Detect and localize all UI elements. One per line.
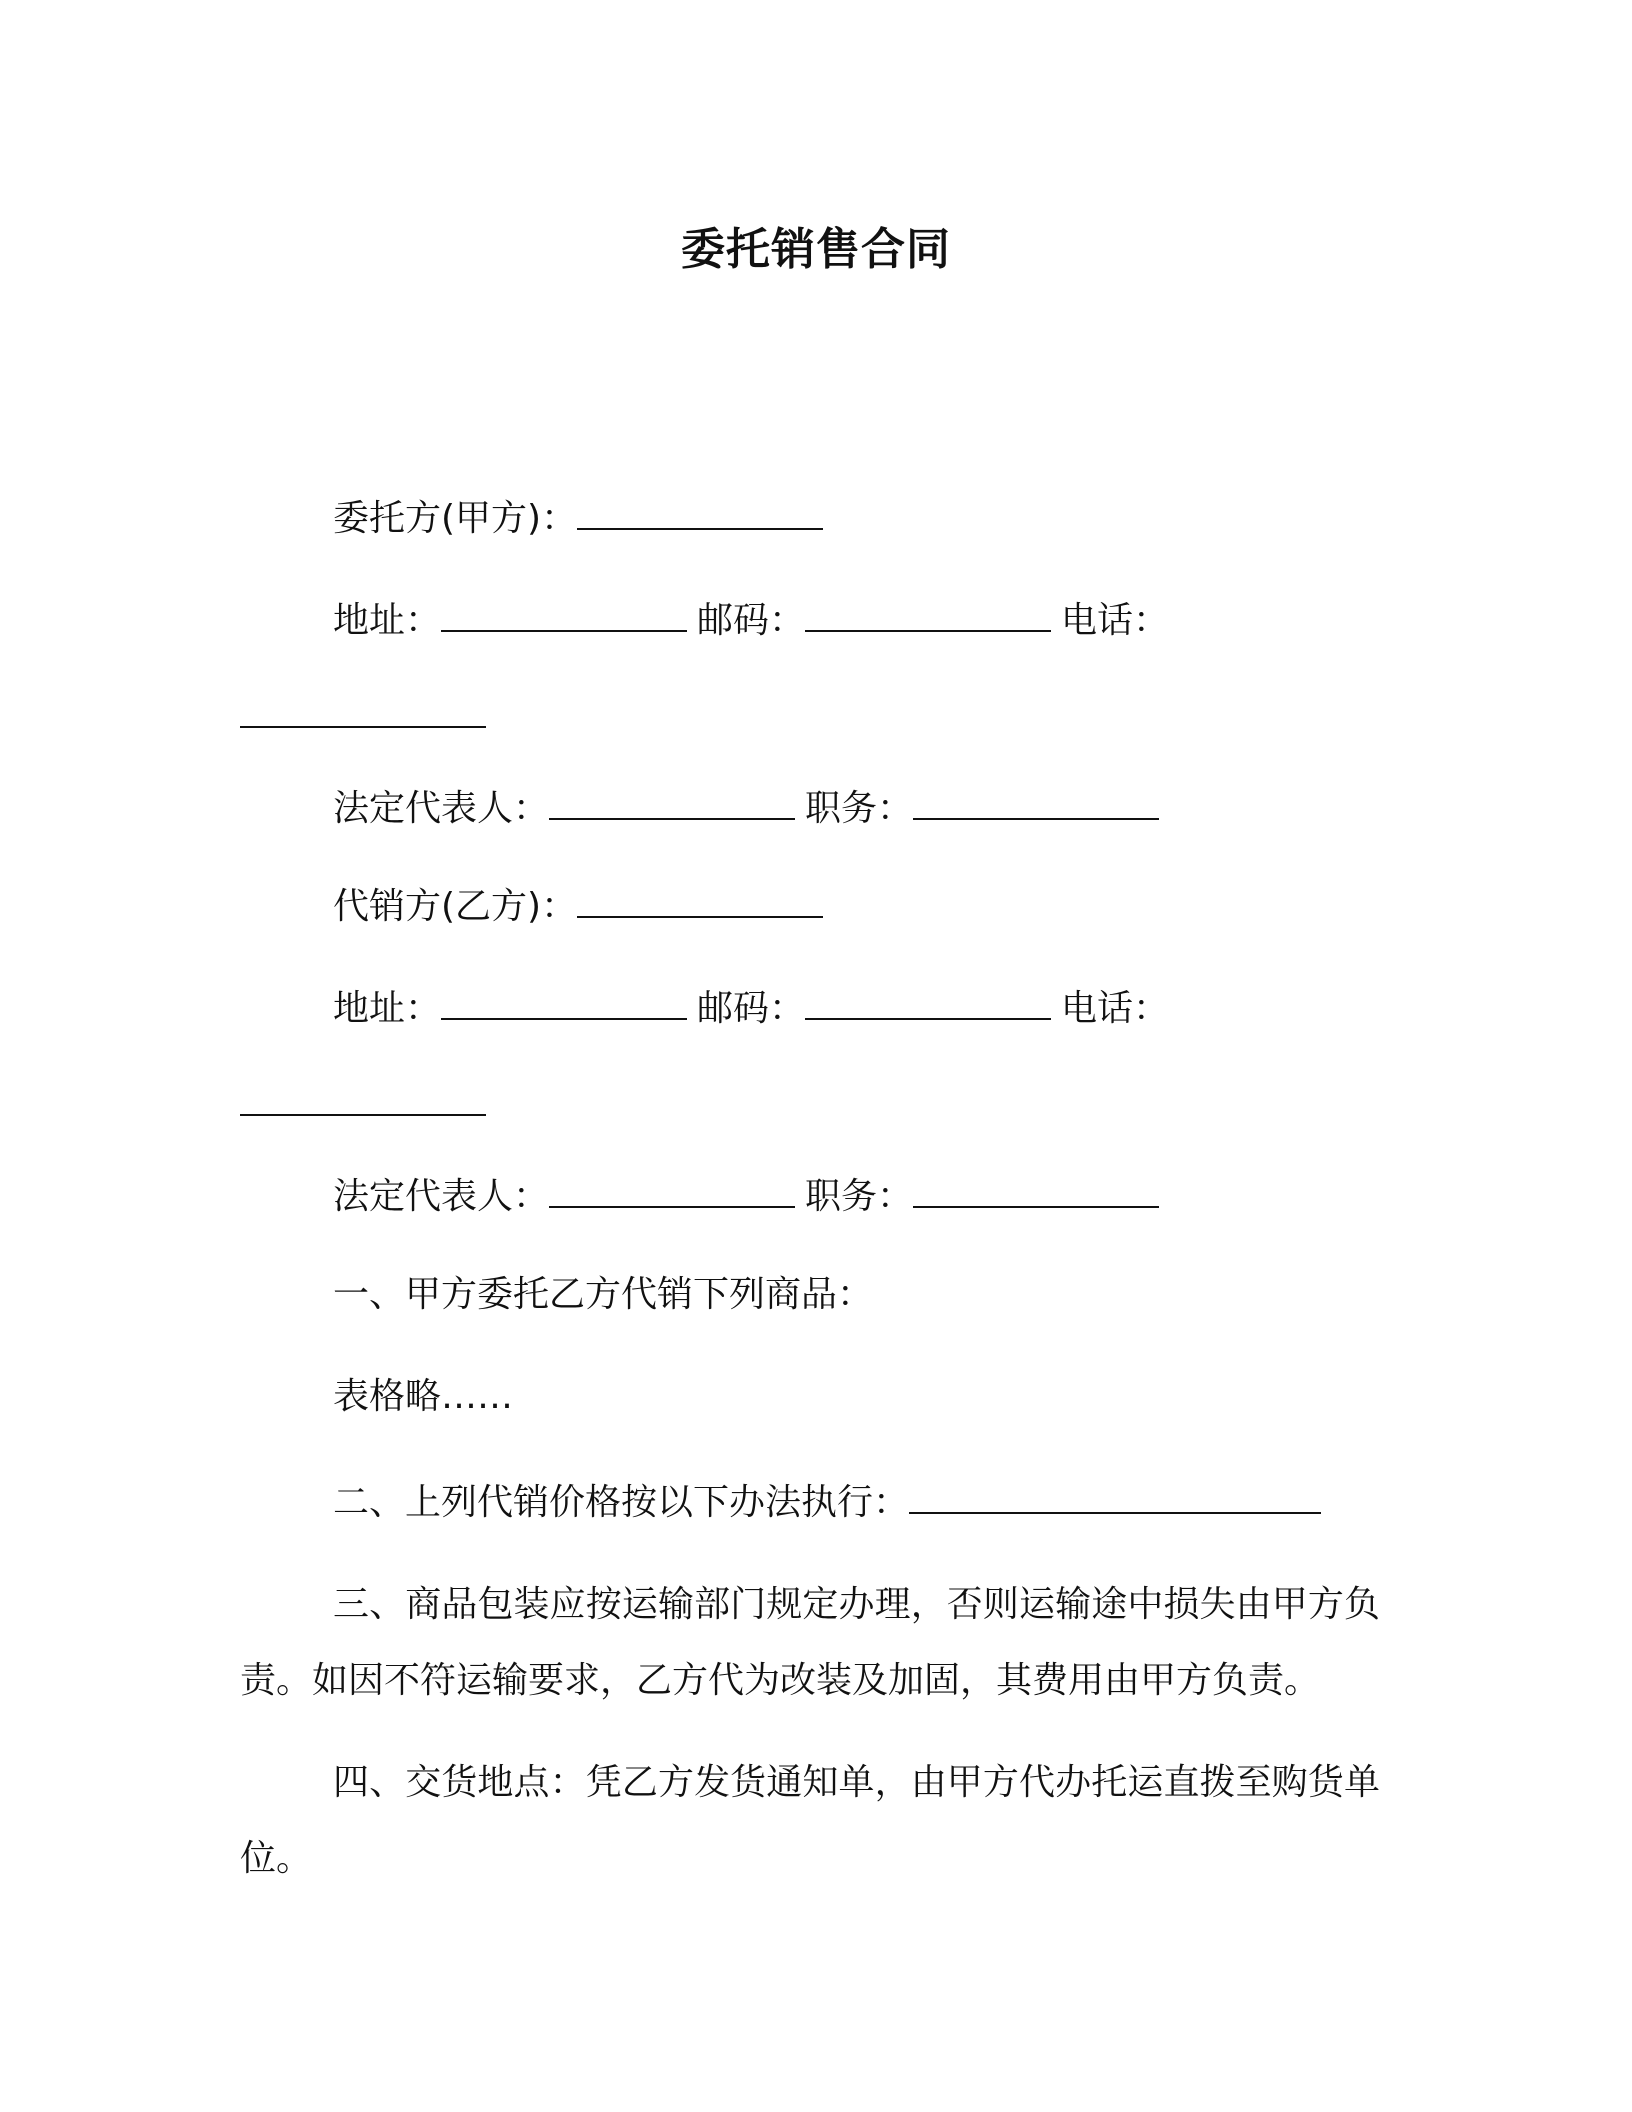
clause-2: 二、上列代销价格按以下办法执行： (333, 1482, 910, 1523)
party-b-name-row (333, 882, 823, 932)
party-a-position-blank (913, 788, 1159, 820)
party-a-name-blank (577, 498, 823, 530)
party-b-name-label: 代销方(乙方)： (333, 886, 578, 927)
party-a-postcode-label: 邮码： (697, 600, 806, 641)
party-b-address-blank (441, 988, 687, 1020)
party-a-address-label: 地址： (333, 600, 442, 641)
party-b-rep-row (333, 1172, 1159, 1222)
party-a-phone-row (240, 692, 486, 742)
party-a-rep-label: 法定代表人： (333, 788, 550, 829)
party-b-postcode-label: 邮码： (697, 988, 806, 1029)
party-a-rep-blank (549, 788, 795, 820)
party-a-postcode-blank (805, 600, 1051, 632)
party-a-phone-blank (240, 696, 486, 728)
party-b-phone-blank (240, 1084, 486, 1116)
party-b-rep-blank (549, 1176, 795, 1208)
party-a-address-row (333, 596, 1169, 646)
clause-2-row (333, 1478, 1321, 1528)
party-b-position-label: 职务： (805, 1176, 914, 1217)
party-a-name-label: 委托方(甲方)： (333, 498, 578, 539)
party-a-position-label: 职务： (805, 788, 914, 829)
clause-4: 四、交货地点：凭乙方发货通知单，由甲方代办托运直拨至购货单位。 (240, 1762, 1380, 1879)
party-b-rep-label: 法定代表人： (333, 1176, 550, 1217)
party-a-rep-row (333, 784, 1159, 834)
clause-2-blank (909, 1482, 1321, 1514)
clause-1: 一、甲方委托乙方代销下列商品： (333, 1274, 874, 1315)
party-b-address-label: 地址： (333, 988, 442, 1029)
party-b-address-row (333, 984, 1169, 1034)
party-b-position-blank (913, 1176, 1159, 1208)
party-b-phone-label: 电话： (1061, 988, 1170, 1029)
party-b-postcode-blank (805, 988, 1051, 1020)
document-title: 委托销售合同 (681, 224, 951, 275)
clause-3: 三、商品包装应按运输部门规定办理，否则运输途中损失由甲方负责。如因不符运输要求，乙方代为改装及加固，其费用由甲方负责。 (240, 1584, 1380, 1701)
party-a-address-blank (441, 600, 687, 632)
party-b-name-blank (577, 886, 823, 918)
party-a-phone-label: 电话： (1061, 600, 1170, 641)
party-a-name-row (333, 494, 823, 544)
party-b-phone-row (240, 1080, 486, 1130)
clause-1-table-note: 表格略…… (333, 1376, 514, 1417)
